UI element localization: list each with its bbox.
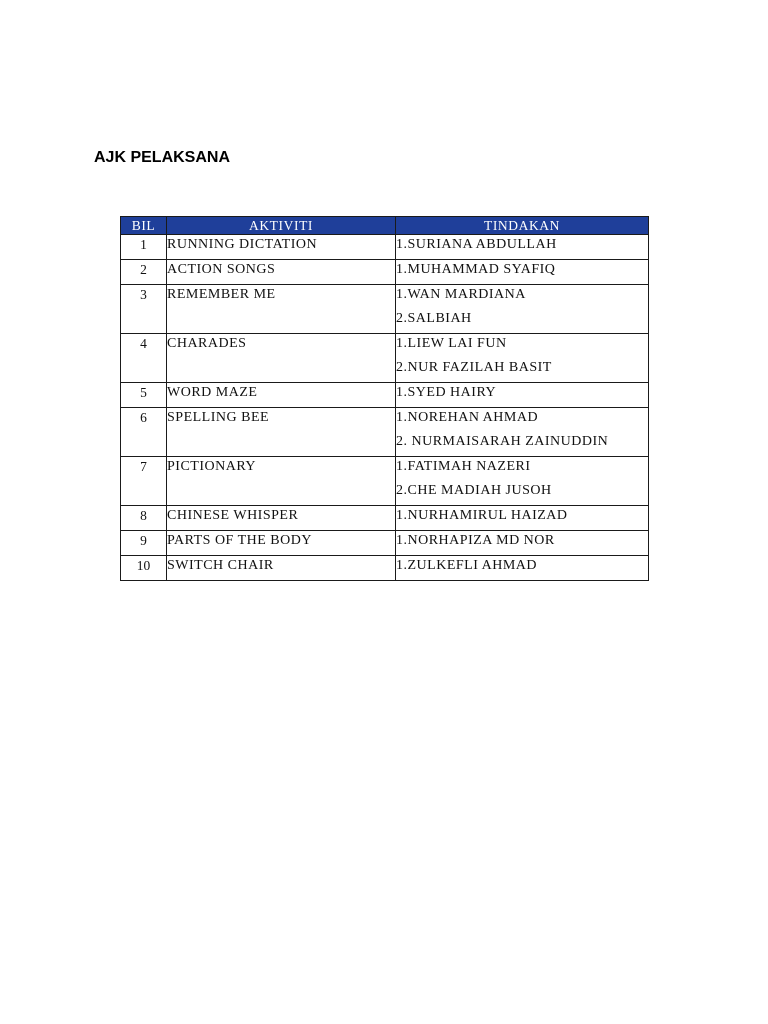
row-number-text: 5: [140, 385, 147, 400]
activity-cell: [167, 383, 396, 408]
row-number: [121, 457, 167, 506]
row-number: [121, 383, 167, 408]
row-number-text: 10: [136, 558, 151, 573]
committee-table: [120, 216, 649, 581]
person-in-charge: 1.NOREHAN AHMAD: [396, 410, 539, 425]
table-row: [121, 506, 649, 531]
activity-cell: [167, 235, 396, 260]
activity-name: CHARADES: [167, 336, 247, 351]
row-number-text: 9: [140, 533, 147, 548]
person-in-charge: 2.CHE MADIAH JUSOH: [396, 483, 552, 498]
activity-name: SWITCH CHAIR: [167, 558, 274, 573]
action-cell: [396, 531, 649, 556]
activity-cell: [167, 285, 396, 334]
person-in-charge: 1.ZULKEFLI AHMAD: [396, 558, 537, 573]
row-number: [121, 556, 167, 581]
row-number: [121, 235, 167, 260]
table-row: [121, 556, 649, 581]
action-cell: [396, 260, 649, 285]
header-aktiviti: AKTIVITI: [167, 217, 396, 235]
person-in-charge: 1.LIEW LAI FUN: [396, 336, 507, 351]
person-in-charge: 1.WAN MARDIANA: [396, 287, 526, 302]
action-cell: [396, 235, 649, 260]
row-number: [121, 408, 167, 457]
activity-name: SPELLING BEE: [167, 410, 270, 425]
activity-name: PICTIONARY: [167, 459, 257, 474]
action-cell: [396, 408, 649, 457]
row-number: [121, 334, 167, 383]
activity-name: PARTS OF THE BODY: [167, 533, 312, 548]
table-row: [121, 235, 649, 260]
activity-cell: [167, 506, 396, 531]
activity-cell: [167, 408, 396, 457]
person-in-charge: 1.SYED HAIRY: [396, 385, 497, 400]
table-row: [121, 334, 649, 383]
row-number-text: 8: [140, 508, 147, 523]
table-body: [121, 235, 649, 581]
activity-name: RUNNING DICTATION: [167, 237, 318, 252]
row-number-text: 1: [140, 237, 147, 252]
activity-cell: [167, 556, 396, 581]
action-cell: [396, 556, 649, 581]
table-row: [121, 408, 649, 457]
header-tindakan: TINDAKAN: [396, 217, 649, 235]
activity-name: WORD MAZE: [167, 385, 258, 400]
table-row: [121, 260, 649, 285]
person-in-charge: 1.MUHAMMAD SYAFIQ: [396, 262, 556, 277]
person-in-charge: 1.FATIMAH NAZERI: [396, 459, 531, 474]
row-number-text: 3: [140, 287, 147, 302]
row-number: [121, 260, 167, 285]
row-number-text: 2: [140, 262, 147, 277]
activity-name: CHINESE WHISPER: [167, 508, 299, 523]
person-in-charge: 2.NUR FAZILAH BASIT: [396, 360, 552, 375]
activity-cell: [167, 260, 396, 285]
table-row: [121, 285, 649, 334]
page-title: AJK PELAKSANA: [94, 149, 231, 166]
row-number-text: 7: [140, 459, 147, 474]
action-cell: [396, 285, 649, 334]
table-row: [121, 531, 649, 556]
activity-cell: [167, 531, 396, 556]
table-row: [121, 383, 649, 408]
person-in-charge: 1.NORHAPIZA MD NOR: [396, 533, 555, 548]
activity-name: REMEMBER ME: [167, 287, 276, 302]
activity-cell: [167, 334, 396, 383]
person-in-charge: 1.NURHAMIRUL HAIZAD: [396, 508, 568, 523]
header-bil: BIL: [121, 217, 167, 235]
row-number: [121, 285, 167, 334]
action-cell: [396, 457, 649, 506]
table-header-row: [121, 217, 649, 235]
row-number-text: 6: [140, 410, 147, 425]
action-cell: [396, 506, 649, 531]
row-number: [121, 506, 167, 531]
activity-cell: [167, 457, 396, 506]
row-number: [121, 531, 167, 556]
action-cell: [396, 383, 649, 408]
person-in-charge: 2. NURMAISARAH ZAINUDDIN: [396, 434, 609, 449]
table-row: [121, 457, 649, 506]
action-cell: [396, 334, 649, 383]
activity-name: ACTION SONGS: [167, 262, 276, 277]
person-in-charge: 1.SURIANA ABDULLAH: [396, 237, 557, 252]
person-in-charge: 2.SALBIAH: [396, 311, 472, 326]
row-number-text: 4: [140, 336, 147, 351]
